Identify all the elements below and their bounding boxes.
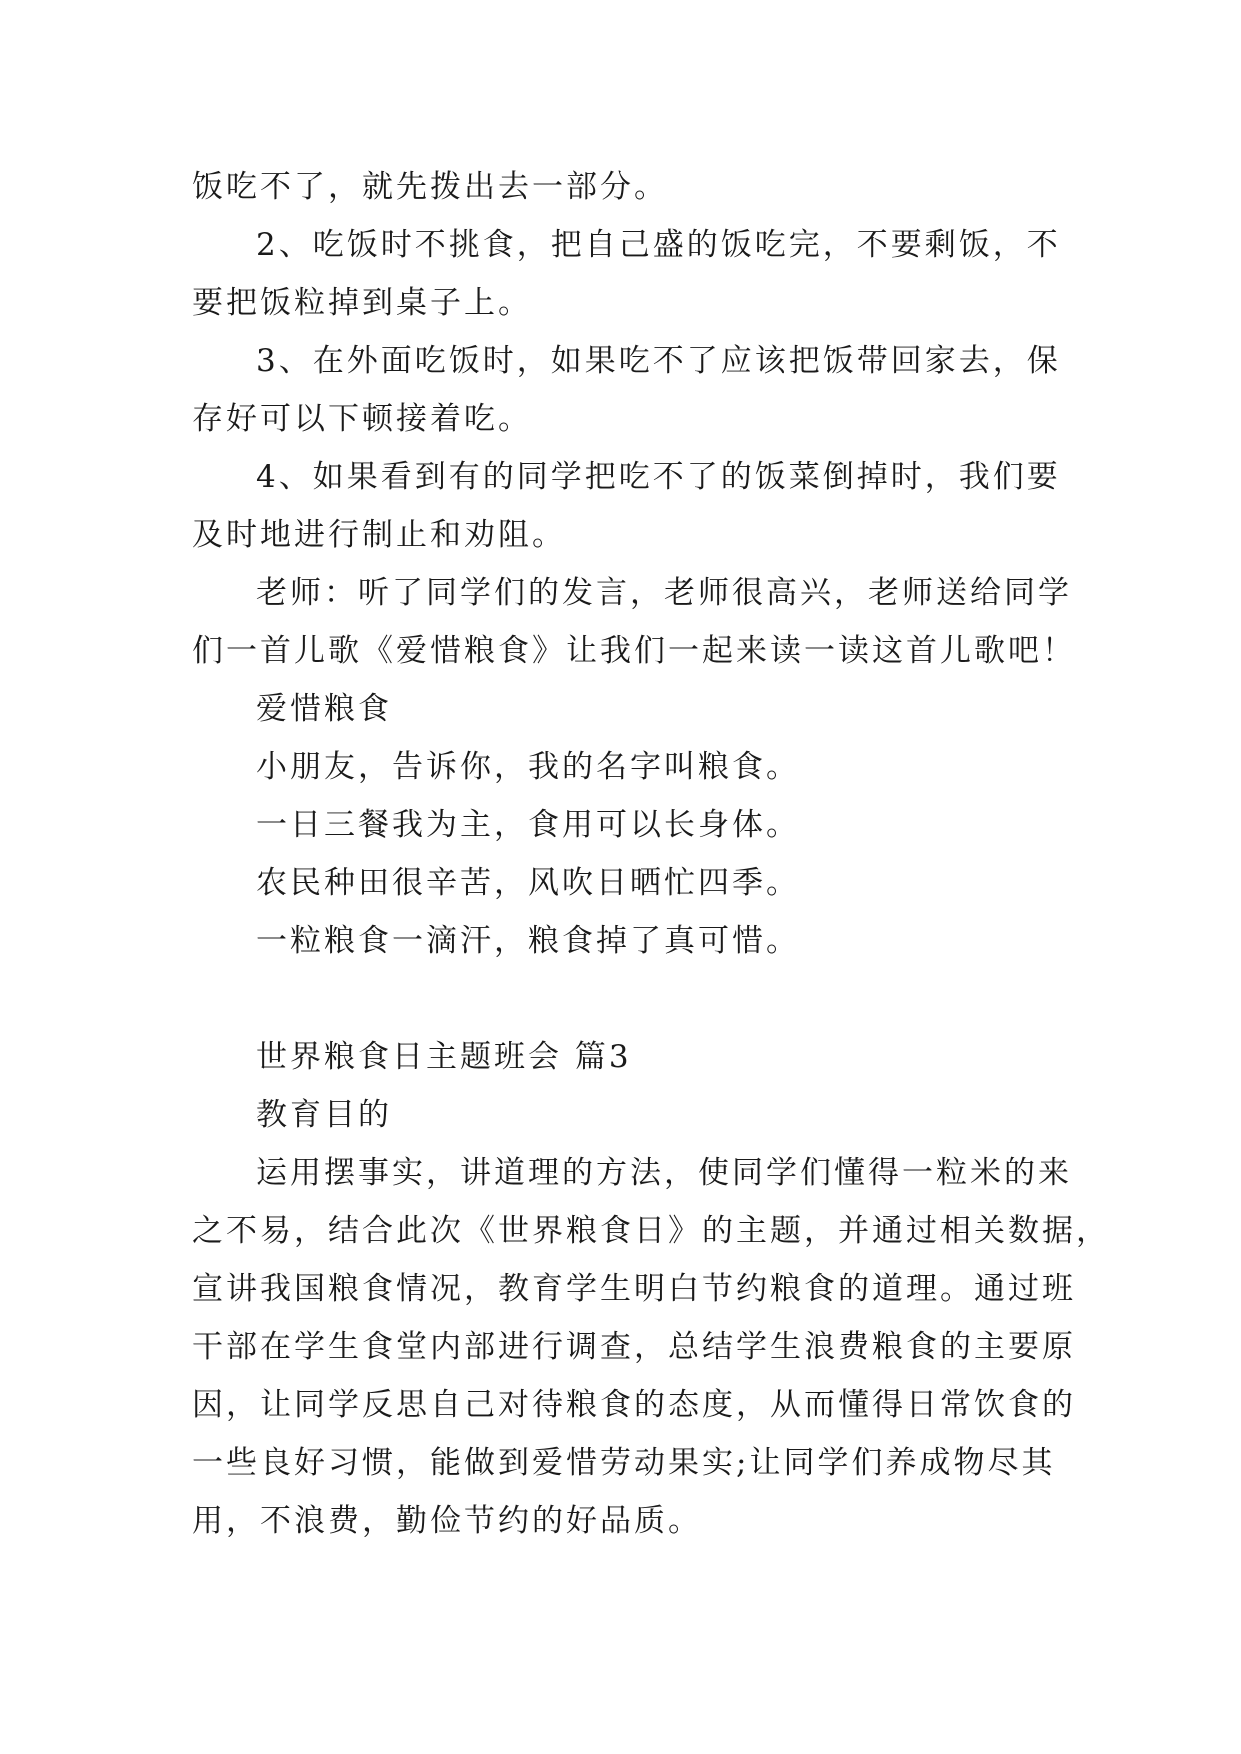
text-line: 3、在外面吃饭时，如果吃不了应该把饭带回家去，保 bbox=[256, 343, 1061, 379]
text-line: 老师：听了同学们的发言，老师很高兴，老师送给同学 bbox=[256, 575, 1072, 611]
section-heading: 世界粮食日主题班会 篇3 bbox=[256, 1039, 632, 1075]
text-line: 存好可以下顿接着吃。 bbox=[192, 401, 532, 437]
text-line: 及时地进行制止和劝阻。 bbox=[192, 517, 566, 553]
document-page bbox=[192, 158, 1110, 1550]
poem-line: 小朋友，告诉你，我的名字叫粮食。 bbox=[256, 749, 800, 785]
poem-title: 爱惜粮食 bbox=[256, 691, 392, 727]
text-line: 饭吃不了，就先拨出去一部分。 bbox=[192, 169, 668, 205]
poem-line: 农民种田很辛苦，风吹日晒忙四季。 bbox=[256, 865, 800, 901]
text-line: 4、如果看到有的同学把吃不了的饭菜倒掉时，我们要 bbox=[256, 459, 1061, 495]
poem-line: 一粒粮食一滴汗，粮食掉了真可惜。 bbox=[256, 923, 800, 959]
text-line: 一些良好习惯，能做到爱惜劳动果实;让同学们养成物尽其 bbox=[192, 1445, 1056, 1481]
text-line: 宣讲我国粮食情况，教育学生明白节约粮食的道理。通过班 bbox=[192, 1271, 1076, 1307]
text-line: 因，让同学反思自己对待粮食的态度，从而懂得日常饮食的 bbox=[192, 1387, 1076, 1423]
subsection-heading: 教育目的 bbox=[256, 1097, 392, 1133]
text-line: 要把饭粒掉到桌子上。 bbox=[192, 285, 532, 321]
text-line: 2、吃饭时不挑食，把自己盛的饭吃完，不要剩饭，不 bbox=[256, 227, 1061, 263]
section-gap bbox=[192, 970, 1052, 1028]
text-line: 之不易，结合此次《世界粮食日》的主题，并通过相关数据， bbox=[192, 1213, 1110, 1249]
text-line: 们一首儿歌《爱惜粮食》让我们一起来读一读这首儿歌吧！ bbox=[192, 633, 1076, 669]
text-line: 干部在学生食堂内部进行调查，总结学生浪费粮食的主要原 bbox=[192, 1329, 1076, 1365]
poem-line: 一日三餐我为主，食用可以长身体。 bbox=[256, 807, 800, 843]
text-line: 运用摆事实，讲道理的方法，使同学们懂得一粒米的来 bbox=[256, 1155, 1072, 1191]
text-line: 用，不浪费，勤俭节约的好品质。 bbox=[192, 1503, 702, 1539]
